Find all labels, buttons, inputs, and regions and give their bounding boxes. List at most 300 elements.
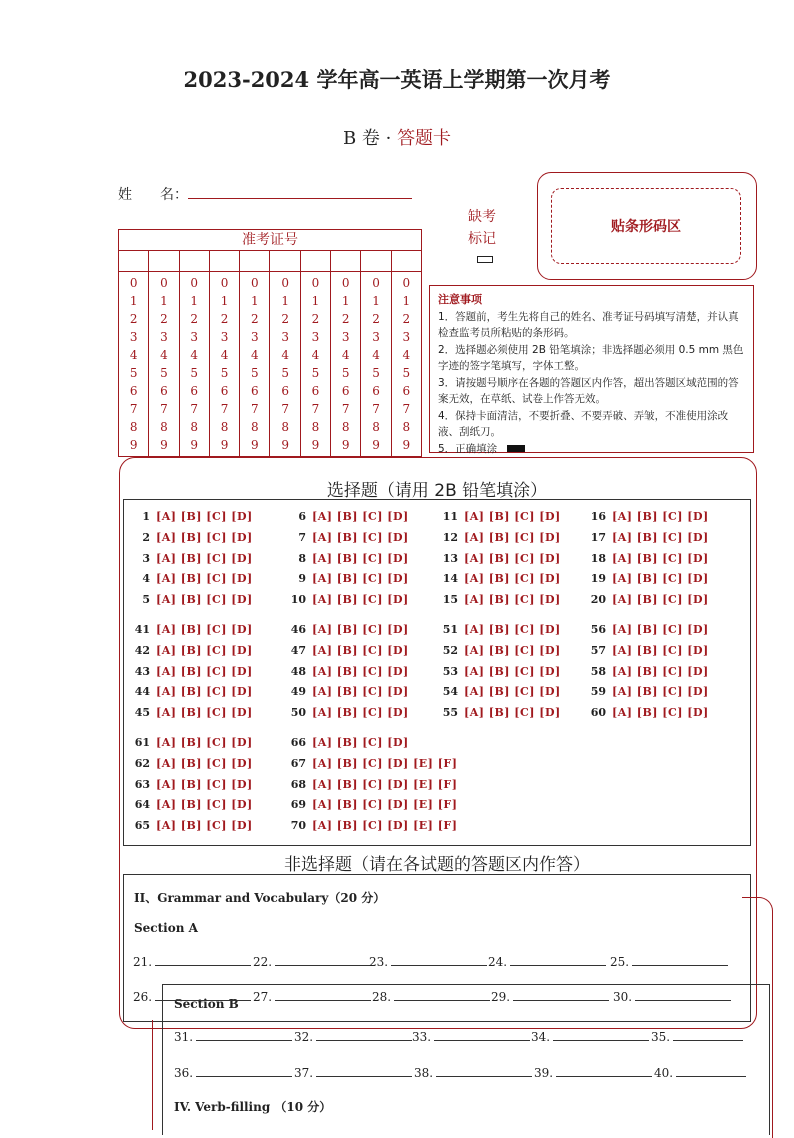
exam-number-write-cell[interactable] (210, 251, 240, 271)
answer-options[interactable]: [A] [B] [C] [D] (464, 593, 561, 607)
fill-blank-34[interactable] (531, 1028, 649, 1044)
exam-number-write-cell[interactable] (149, 251, 179, 271)
blank-line[interactable] (556, 1064, 652, 1077)
answer-options[interactable]: [A] [B] [C] [D] (612, 551, 709, 565)
fill-blank-32[interactable] (294, 1028, 412, 1044)
answer-options[interactable]: [A] [B] [C] [D] (312, 664, 409, 678)
digit-bubble[interactable]: 8 (311, 420, 320, 434)
answer-options[interactable]: [A] [B] [C] [D] (312, 551, 409, 565)
question-59[interactable] (586, 685, 709, 698)
digit-bubble[interactable]: 0 (311, 276, 320, 290)
fill-blank-33[interactable] (412, 1028, 530, 1044)
digit-bubble[interactable]: 4 (372, 348, 380, 362)
question-51[interactable] (438, 623, 561, 636)
answer-options[interactable]: [A] [B] [C] [D] (312, 643, 409, 657)
digit-bubble[interactable]: 5 (251, 366, 259, 380)
digit-bubble[interactable]: 7 (220, 402, 229, 416)
section-b-box (162, 984, 770, 1135)
question-65[interactable] (130, 819, 253, 832)
digit-bubble[interactable]: 6 (311, 384, 320, 398)
digit-bubble[interactable]: 0 (160, 276, 168, 290)
blank-line[interactable] (316, 1028, 412, 1041)
question-50[interactable] (286, 706, 409, 719)
question-53[interactable] (438, 665, 561, 678)
blank-line[interactable] (155, 953, 251, 966)
digit-bubble[interactable]: 0 (402, 276, 411, 290)
answer-options[interactable]: [A] [B] [C] [D] (312, 736, 409, 749)
blank-number: 32. (294, 1030, 314, 1044)
digit-bubble[interactable]: 1 (281, 294, 289, 308)
blank-number: 22. (253, 955, 273, 969)
fill-blank-25[interactable] (610, 953, 728, 969)
question-number: 57 (590, 643, 606, 657)
digit-bubble[interactable]: 0 (281, 276, 289, 290)
answer-options[interactable]: [A] [B] [C] [D] [E] [F] (312, 777, 458, 791)
digit-bubble[interactable]: 6 (190, 384, 199, 398)
answer-options[interactable]: [A] [B] [C] [D] (156, 736, 253, 749)
digit-bubble[interactable]: 3 (341, 330, 350, 344)
digit-bubble[interactable]: 6 (220, 384, 229, 398)
question-number: 45 (134, 706, 150, 720)
question-18[interactable] (586, 552, 709, 565)
digit-bubble[interactable]: 4 (281, 348, 289, 362)
answer-options[interactable]: [A] [B] [C] [D] (464, 643, 561, 657)
digit-bubble[interactable]: 5 (281, 366, 289, 380)
question-number: 20 (590, 593, 606, 607)
digit-bubble[interactable]: 7 (160, 402, 168, 416)
question-9[interactable] (286, 572, 409, 585)
name-label: 姓 名： (118, 187, 188, 203)
exam-number-write-cell[interactable] (240, 251, 270, 271)
answer-options[interactable]: [A] [B] [C] [D] (464, 551, 561, 565)
question-3[interactable] (130, 552, 253, 565)
answer-options[interactable]: [A] [B] [C] [D] (312, 685, 409, 699)
exam-number-column (210, 272, 240, 456)
answer-options[interactable]: [A] [B] [C] [D] (156, 623, 253, 636)
fill-blank-37[interactable] (294, 1064, 412, 1080)
fill-blank-26[interactable] (133, 988, 251, 1004)
digit-bubble[interactable]: 2 (220, 312, 229, 326)
digit-bubble[interactable]: 0 (341, 276, 350, 290)
digit-bubble[interactable]: 3 (220, 330, 229, 344)
note-item: 1．答题前，考生先将自己的姓名、准考证号码填写清楚，并认真检查监考员所粘贴的条形码。 (438, 310, 739, 339)
question-19[interactable] (586, 572, 709, 585)
digit-bubble[interactable]: 2 (311, 312, 320, 326)
digit-bubble[interactable]: 0 (372, 276, 380, 290)
question-number: 56 (590, 623, 606, 636)
digit-bubble[interactable]: 6 (251, 384, 259, 398)
exam-number-write-cell[interactable] (180, 251, 210, 271)
digit-bubble[interactable]: 4 (311, 348, 320, 362)
blank-line[interactable] (635, 988, 731, 1001)
answer-options[interactable]: [A] [B] [C] [D] (312, 572, 409, 586)
digit-bubble[interactable]: 9 (129, 438, 138, 452)
exam-number-write-cell[interactable] (301, 251, 331, 271)
question-6[interactable] (286, 510, 409, 523)
question-57[interactable] (586, 644, 709, 657)
answer-options[interactable]: [A] [B] [C] [D] (612, 623, 709, 636)
blank-number: 34. (531, 1030, 551, 1044)
digit-bubble[interactable]: 3 (251, 330, 259, 344)
fill-blank-24[interactable] (488, 953, 606, 969)
multiple-choice-title: 选择题（请用 2B 铅笔填涂） (326, 481, 548, 501)
answer-options[interactable]: [A] [B] [C] [D] [E] [F] (312, 756, 458, 770)
answer-options[interactable]: [A] [B] [C] [D] (612, 510, 709, 523)
answer-options[interactable]: [A] [B] [C] [D] [E] [F] (312, 819, 458, 833)
digit-bubble[interactable]: 1 (372, 294, 380, 308)
digit-bubble[interactable]: 7 (341, 402, 350, 416)
answer-options[interactable]: [A] [B] [C] [D] (612, 706, 709, 720)
digit-bubble[interactable]: 8 (160, 420, 168, 434)
question-number: 43 (134, 664, 150, 678)
digit-bubble[interactable]: 8 (220, 420, 229, 434)
blank-line[interactable] (632, 953, 728, 966)
answer-options[interactable]: [A] [B] [C] [D] (156, 819, 253, 833)
question-number: 55 (442, 706, 458, 720)
question-49[interactable] (286, 685, 409, 698)
fill-blank-29[interactable] (491, 988, 609, 1004)
answer-options[interactable]: [A] [B] [C] [D] (156, 685, 253, 699)
question-52[interactable] (438, 644, 561, 657)
digit-bubble[interactable]: 8 (251, 420, 259, 434)
digit-bubble[interactable]: 1 (311, 294, 320, 308)
question-42[interactable] (130, 644, 253, 657)
digit-bubble[interactable]: 2 (129, 312, 138, 326)
question-60[interactable] (586, 706, 709, 719)
question-69[interactable] (286, 798, 457, 811)
digit-bubble[interactable]: 1 (341, 294, 350, 308)
answer-options[interactable]: [A] [B] [C] [D] (612, 530, 709, 544)
question-15[interactable] (438, 593, 561, 606)
blank-number: 27. (253, 990, 273, 1004)
answer-options[interactable]: [A] [B] [C] [D] (156, 643, 253, 657)
question-number: 46 (290, 623, 306, 636)
answer-options[interactable]: [A] [B] [C] [D] (156, 777, 253, 791)
question-number: 63 (134, 777, 150, 791)
exam-number-write-cell[interactable] (392, 251, 421, 271)
answer-options[interactable]: [A] [B] [C] [D] (156, 664, 253, 678)
digit-bubble[interactable]: 8 (341, 420, 350, 434)
question-47[interactable] (286, 644, 409, 657)
digit-bubble[interactable]: 2 (372, 312, 380, 326)
note-item: 4．保持卡面清洁，不要折叠、不要弄破、弄皱，不准使用涂改液、刮纸刀。 (438, 409, 729, 438)
digit-bubble[interactable]: 6 (281, 384, 289, 398)
answer-options[interactable]: [A] [B] [C] [D] (464, 706, 561, 720)
blank-line[interactable] (196, 1064, 292, 1077)
digit-bubble[interactable]: 7 (281, 402, 289, 416)
question-64[interactable] (130, 798, 253, 811)
digit-bubble[interactable]: 1 (160, 294, 168, 308)
question-70[interactable] (286, 819, 457, 832)
non-choice-title: 非选择题（请在各试题的答题区内作答） (284, 855, 590, 875)
digit-bubble[interactable]: 2 (190, 312, 199, 326)
page-subtitle (0, 124, 794, 150)
digit-bubble[interactable]: 8 (281, 420, 289, 434)
question-55[interactable] (438, 706, 561, 719)
question-8[interactable] (286, 552, 409, 565)
absent-mark-box[interactable] (477, 256, 493, 263)
fill-blank-35[interactable] (651, 1028, 743, 1044)
question-61[interactable] (130, 736, 253, 749)
digit-bubble[interactable]: 4 (160, 348, 168, 362)
answer-options[interactable]: [A] [B] [C] [D] (156, 572, 253, 586)
subtitle-prefix: B 卷 · (342, 128, 398, 149)
question-7[interactable] (286, 531, 409, 544)
digit-bubble[interactable]: 6 (129, 384, 138, 398)
digit-bubble[interactable]: 3 (281, 330, 289, 344)
digit-bubble[interactable]: 9 (190, 438, 199, 452)
question-67[interactable] (286, 757, 457, 770)
digit-bubble[interactable]: 1 (402, 294, 411, 308)
answer-options[interactable]: [A] [B] [C] [D] (312, 510, 409, 523)
answer-options[interactable]: [A] [B] [C] [D] (312, 706, 409, 720)
digit-bubble[interactable]: 7 (402, 402, 411, 416)
question-2[interactable] (130, 531, 253, 544)
blank-number: 26. (133, 990, 153, 1004)
question-number: 13 (442, 551, 458, 565)
digit-bubble[interactable]: 4 (190, 348, 199, 362)
question-number: 70 (290, 819, 306, 833)
digit-bubble[interactable]: 2 (402, 312, 411, 326)
answer-options[interactable]: [A] [B] [C] [D] (464, 572, 561, 586)
digit-bubble[interactable]: 5 (372, 366, 380, 380)
question-43[interactable] (130, 665, 253, 678)
digit-bubble[interactable]: 0 (251, 276, 259, 290)
answer-options[interactable]: [A] [B] [C] [D] (156, 551, 253, 565)
answer-options[interactable]: [A] [B] [C] [D] (156, 706, 253, 720)
answer-options[interactable]: [A] [B] [C] [D] (156, 530, 253, 544)
fill-blank-36[interactable] (174, 1064, 292, 1080)
section-frame-left-edge (152, 1020, 153, 1130)
exam-number-column (240, 272, 270, 456)
fill-blank-21[interactable] (133, 953, 251, 969)
digit-bubble[interactable]: 8 (190, 420, 199, 434)
question-44[interactable] (130, 685, 253, 698)
answer-options[interactable]: [A] [B] [C] [D] (156, 593, 253, 607)
question-68[interactable] (286, 778, 457, 791)
digit-bubble[interactable]: 1 (251, 294, 259, 308)
digit-bubble[interactable]: 0 (190, 276, 199, 290)
digit-bubble[interactable]: 6 (160, 384, 168, 398)
fill-blank-40[interactable] (654, 1064, 746, 1080)
question-12[interactable] (438, 531, 561, 544)
question-number: 42 (134, 643, 150, 657)
digit-bubble[interactable]: 4 (402, 348, 411, 362)
digit-bubble[interactable]: 9 (220, 438, 229, 452)
blank-number: 23. (369, 955, 389, 969)
blank-line[interactable] (196, 1028, 292, 1041)
exam-number-column (180, 272, 210, 456)
exam-number-column (331, 272, 361, 456)
exam-number-write-cell[interactable] (331, 251, 361, 271)
exam-number-column (361, 272, 391, 456)
digit-bubble[interactable]: 2 (341, 312, 350, 326)
answer-options[interactable]: [A] [B] [C] [D] (464, 530, 561, 544)
answer-options[interactable]: [A] [B] [C] [D] (312, 593, 409, 607)
answer-options[interactable]: [A] [B] [C] [D] (612, 685, 709, 699)
verb-filling-title: IV. Verb-filling （10 分） (174, 1100, 332, 1114)
question-11[interactable] (438, 510, 561, 523)
question-41[interactable] (130, 623, 253, 636)
digit-bubble[interactable]: 5 (129, 366, 138, 380)
fill-blank-28[interactable] (372, 988, 490, 1004)
digit-bubble[interactable]: 1 (220, 294, 229, 308)
digit-bubble[interactable]: 3 (190, 330, 199, 344)
blank-number: 21. (133, 955, 153, 969)
question-number: 48 (290, 664, 306, 678)
digit-bubble[interactable]: 9 (341, 438, 350, 452)
question-46[interactable] (286, 623, 409, 636)
answer-options[interactable]: [A] [B] [C] [D] (612, 664, 709, 678)
blank-number: 24. (488, 955, 508, 969)
digit-bubble[interactable]: 1 (190, 294, 199, 308)
blank-line[interactable] (434, 1028, 530, 1041)
fill-blank-39[interactable] (534, 1064, 652, 1080)
digit-bubble[interactable]: 2 (160, 312, 168, 326)
digit-bubble[interactable]: 7 (251, 402, 259, 416)
question-4[interactable] (130, 572, 253, 585)
blank-number: 28. (372, 990, 392, 1004)
answer-options[interactable]: [A] [B] [C] [D] (312, 530, 409, 544)
digit-bubble[interactable]: 7 (129, 402, 138, 416)
question-63[interactable] (130, 778, 253, 791)
digit-bubble[interactable]: 2 (251, 312, 259, 326)
digit-bubble[interactable]: 5 (160, 366, 168, 380)
fill-blank-31[interactable] (174, 1028, 292, 1044)
blank-line[interactable] (676, 1064, 746, 1077)
digit-bubble[interactable]: 4 (251, 348, 259, 362)
answer-options[interactable]: [A] [B] [C] [D] (312, 623, 409, 636)
digit-bubble[interactable]: 2 (281, 312, 289, 326)
answer-options[interactable]: [A] [B] [C] [D] (612, 643, 709, 657)
digit-bubble[interactable]: 5 (402, 366, 411, 380)
answer-options[interactable]: [A] [B] [C] [D] (612, 572, 709, 586)
question-number: 51 (442, 623, 458, 636)
digit-bubble[interactable]: 3 (311, 330, 320, 344)
digit-bubble[interactable]: 4 (341, 348, 350, 362)
question-1[interactable] (130, 510, 253, 523)
blank-line[interactable] (513, 988, 609, 1001)
question-14[interactable] (438, 572, 561, 585)
digit-bubble[interactable]: 5 (311, 366, 320, 380)
digit-bubble[interactable]: 5 (341, 366, 350, 380)
absent-mark-label (462, 206, 502, 250)
question-45[interactable] (130, 706, 253, 719)
digit-bubble[interactable]: 4 (129, 348, 138, 362)
fill-blank-30[interactable] (613, 988, 731, 1004)
blank-line[interactable] (553, 1028, 649, 1041)
question-62[interactable] (130, 757, 253, 770)
question-10[interactable] (286, 593, 409, 606)
note-item: 2．选择题必须使用 2B 铅笔填涂；非选择题必须用 0.5 mm 黑色字迹的签字笔填写，字体工整。 (438, 343, 744, 372)
exam-number-write-cell[interactable] (119, 251, 149, 271)
digit-bubble[interactable]: 7 (372, 402, 380, 416)
digit-bubble[interactable]: 5 (220, 366, 229, 380)
question-58[interactable] (586, 665, 709, 678)
question-5[interactable] (130, 593, 253, 606)
digit-bubble[interactable]: 4 (220, 348, 229, 362)
digit-bubble[interactable]: 6 (402, 384, 411, 398)
blank-number: 31. (174, 1030, 194, 1044)
question-number: 8 (298, 551, 306, 565)
question-number: 9 (298, 572, 306, 586)
notes-title: 注意事项 (438, 293, 482, 306)
fill-blank-38[interactable] (414, 1064, 532, 1080)
digit-bubble[interactable]: 1 (129, 294, 138, 308)
fill-blank-22[interactable] (253, 953, 371, 969)
question-54[interactable] (438, 685, 561, 698)
digit-bubble[interactable]: 0 (129, 276, 138, 290)
blank-line[interactable] (510, 953, 606, 966)
name-field[interactable] (188, 198, 412, 199)
digit-bubble[interactable]: 8 (372, 420, 380, 434)
digit-bubble[interactable]: 3 (160, 330, 168, 344)
blank-line[interactable] (673, 1028, 743, 1041)
answer-options[interactable]: [A] [B] [C] [D] (156, 756, 253, 770)
question-13[interactable] (438, 552, 561, 565)
answer-options[interactable]: [A] [B] [C] [D] (464, 623, 561, 636)
question-number: 58 (590, 664, 606, 678)
digit-bubble[interactable]: 0 (220, 276, 229, 290)
digit-bubble[interactable]: 9 (311, 438, 320, 452)
question-number: 1 (142, 510, 150, 523)
exam-number-write-cell[interactable] (270, 251, 300, 271)
fill-blank-27[interactable] (253, 988, 371, 1004)
digit-bubble[interactable]: 3 (372, 330, 380, 344)
digit-bubble[interactable]: 9 (281, 438, 289, 452)
blank-line[interactable] (275, 988, 371, 1001)
answer-options[interactable]: [A] [B] [C] [D] (464, 685, 561, 699)
digit-bubble[interactable]: 9 (372, 438, 380, 452)
digit-bubble[interactable]: 6 (341, 384, 350, 398)
digit-bubble[interactable]: 8 (129, 420, 138, 434)
answer-options[interactable]: [A] [B] [C] [D] (156, 798, 253, 812)
digit-bubble[interactable]: 9 (251, 438, 259, 452)
blank-line[interactable] (391, 953, 487, 966)
answer-options[interactable]: [A] [B] [C] [D] [E] [F] (312, 798, 458, 812)
digit-bubble[interactable]: 9 (402, 438, 411, 452)
digit-bubble[interactable]: 7 (190, 402, 199, 416)
blank-line[interactable] (394, 988, 490, 1001)
question-66[interactable] (286, 736, 409, 749)
question-20[interactable] (586, 593, 709, 606)
answer-options[interactable]: [A] [B] [C] [D] (612, 593, 709, 607)
exam-number-write-cell[interactable] (361, 251, 391, 271)
digit-bubble[interactable]: 3 (129, 330, 138, 344)
question-number: 44 (134, 685, 150, 699)
fill-blank-23[interactable] (369, 953, 487, 969)
digit-bubble[interactable]: 5 (190, 366, 199, 380)
blank-line[interactable] (155, 988, 251, 1001)
question-16[interactable] (586, 510, 709, 523)
answer-options[interactable]: [A] [B] [C] [D] (156, 510, 253, 523)
question-17[interactable] (586, 531, 709, 544)
answer-options[interactable]: [A] [B] [C] [D] (464, 664, 561, 678)
blank-line[interactable] (316, 1064, 412, 1077)
digit-bubble[interactable]: 8 (402, 420, 411, 434)
answer-options[interactable]: [A] [B] [C] [D] (464, 510, 561, 523)
digit-bubble[interactable]: 9 (160, 438, 168, 452)
digit-bubble[interactable]: 6 (372, 384, 380, 398)
question-56[interactable] (586, 623, 709, 636)
question-48[interactable] (286, 665, 409, 678)
blank-line[interactable] (275, 953, 371, 966)
exam-number-grid (118, 229, 422, 457)
blank-number: 29. (491, 990, 511, 1004)
blank-line[interactable] (436, 1064, 532, 1077)
digit-bubble[interactable]: 3 (402, 330, 411, 344)
digit-bubble[interactable]: 7 (311, 402, 320, 416)
